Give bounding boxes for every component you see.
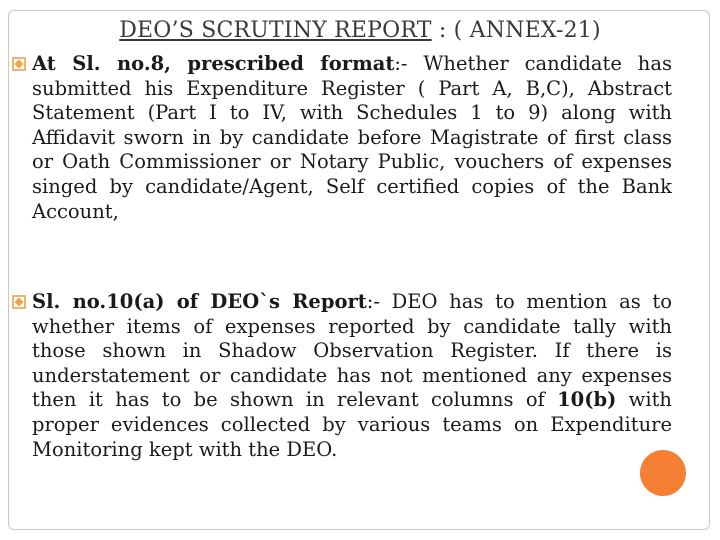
point-2-body: :- DEO has to mention as to whether items of expenses reported by candidate tally with those shown in Shadow Observation Register. If there is understatement or candidate has not mentioned any expenses then it has to be shown in relevant columns of — [32, 290, 672, 412]
point-2-lead: Sl. no.10(a) of DEO`s Report — [32, 290, 367, 313]
point-1-lead: At Sl. no.8, prescribed format — [32, 52, 395, 75]
title-main: DEO’S SCRUTINY REPORT — [119, 18, 432, 43]
title-suffix: : ( ANNEX-21) — [431, 18, 601, 43]
slide-title — [0, 18, 720, 43]
point-1-body: :- Whether candidate has submitted his Expenditure Register ( Part A, B,C), Abstract Statement (Part I to IV, with Schedules 1 to 9) along with Affidavit sworn in by candidate before Magistrate of first class or Oath Commissioner or Notary Public, vouchers of expenses singed by candidate/Agent, Self certified copies of the Bank Account, — [32, 52, 672, 223]
point-2-tail: with proper evidences collected by various teams on Expenditure Monitoring kept with the DEO. — [32, 388, 672, 461]
ornate-bullet-icon — [12, 57, 26, 71]
point-2 — [32, 290, 672, 462]
point-1 — [32, 52, 672, 224]
point-2-emph: 10(b) — [557, 388, 617, 412]
accent-circle — [640, 450, 686, 496]
ornate-bullet-icon — [12, 295, 26, 309]
